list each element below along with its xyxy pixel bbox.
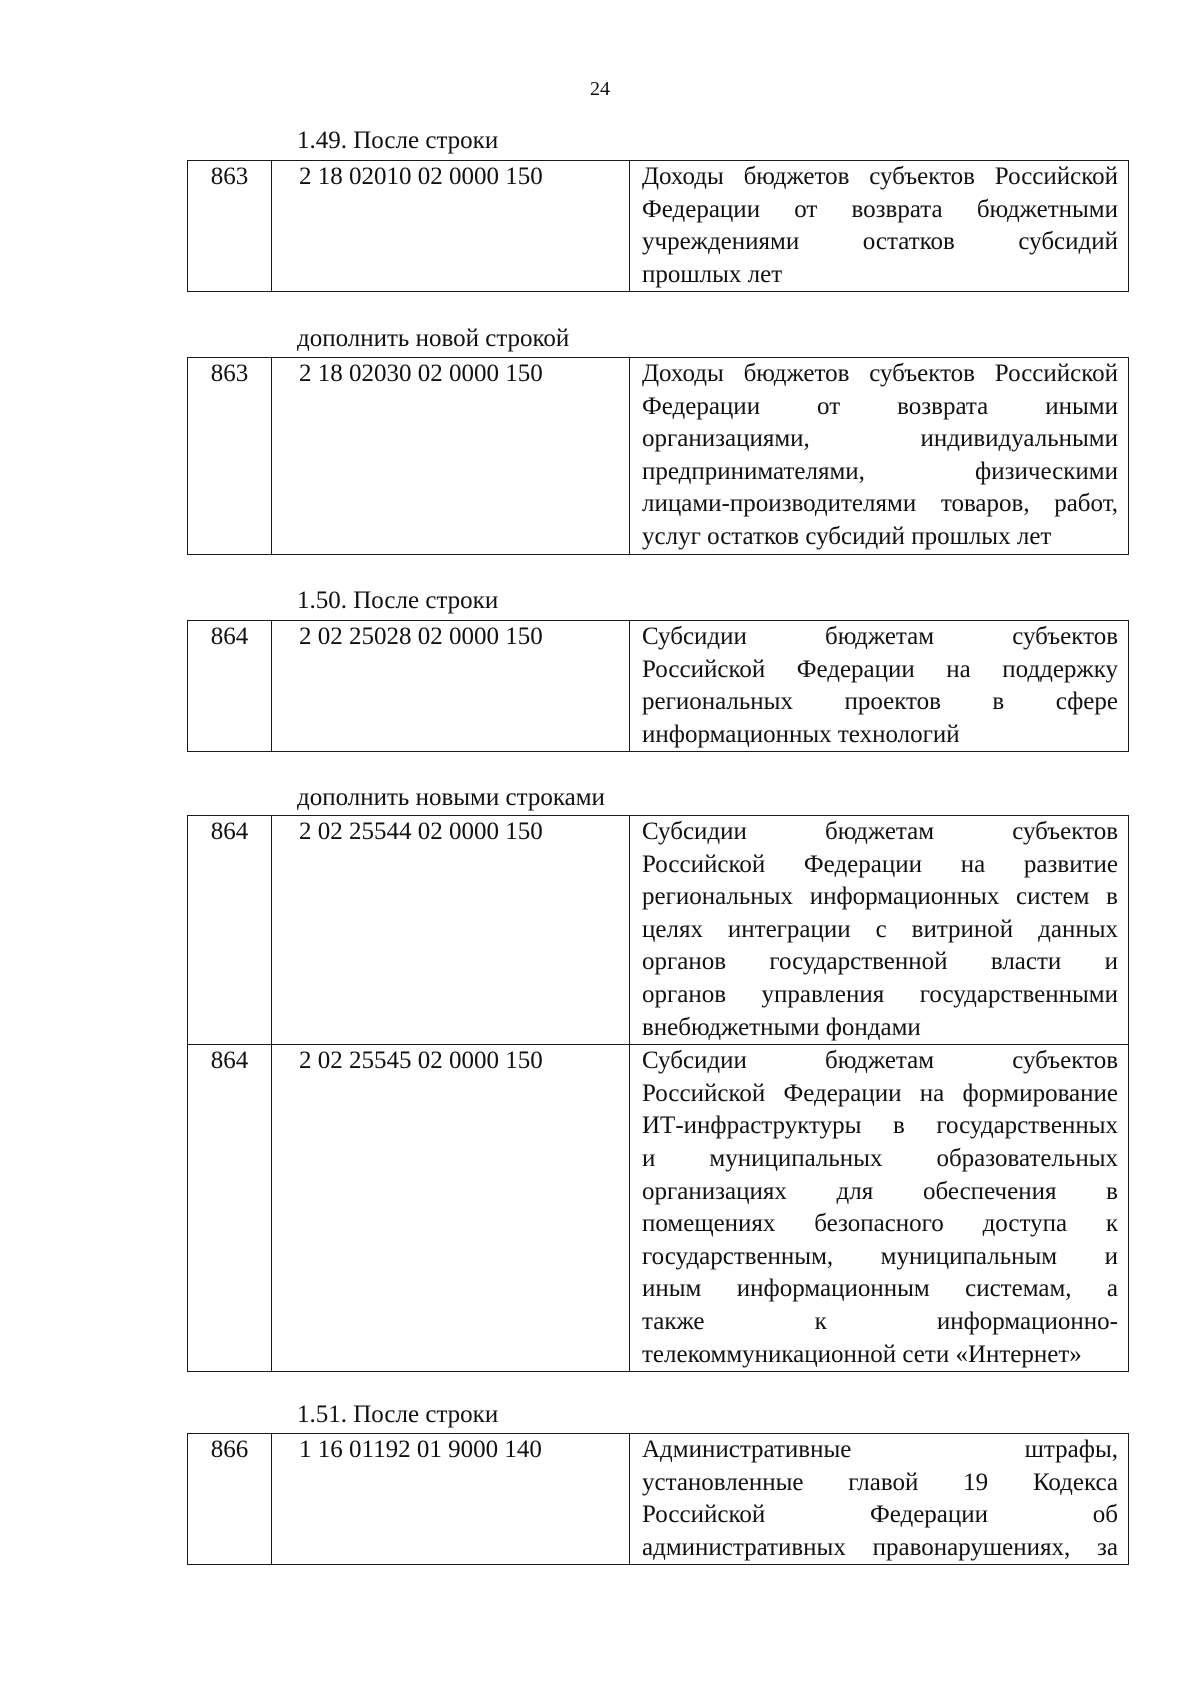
description-cell (630, 161, 1129, 292)
table-row (188, 1045, 1129, 1372)
table-row (188, 1434, 1129, 1565)
kbk-code-cell: 2 02 25544 02 0000 150 (272, 816, 630, 1045)
admin-code-cell: 864 (188, 1045, 272, 1372)
description-line: Доходы бюджетов субъектов Российской (642, 360, 1118, 387)
description-cell (630, 1045, 1129, 1372)
description-cell (630, 1434, 1129, 1565)
kbk-code-cell: 1 16 01192 01 9000 140 (272, 1434, 630, 1565)
description-line: Административные штрафы, (642, 1436, 1118, 1463)
table-row (188, 358, 1129, 555)
entry-table-1-50 (187, 620, 1129, 752)
section-caption-1-51: 1.51. После строки (297, 1401, 499, 1428)
section-caption-1-50: 1.50. После строки (297, 587, 499, 614)
table-row (188, 816, 1129, 1045)
description-line: целях интеграции с витриной данных (642, 915, 1118, 943)
description-line: прошлых лет (642, 260, 783, 288)
entry-table-1-49 (187, 160, 1129, 292)
description-line: региональных информационных систем в (642, 883, 1118, 911)
description-line: административных правонарушениях, за (642, 1533, 1118, 1561)
description-line: установленные главой 19 Кодекса (642, 1468, 1118, 1496)
description-line: телекоммуникационной сети «Интернет» (642, 1340, 1082, 1368)
table-row (188, 161, 1129, 292)
section-caption-add-rows: дополнить новыми строками (297, 784, 605, 811)
description-line: Российской Федерации на поддержку (642, 655, 1118, 683)
description-line: организациями, индивидуальными (642, 425, 1118, 453)
admin-code-cell: 866 (188, 1434, 272, 1565)
description-line: Российской Федерации об (642, 1501, 1118, 1529)
description-line: услуг остатков субсидий прошлых лет (642, 522, 1052, 550)
description-line: органов управления государственными (642, 980, 1118, 1008)
description-line: Российской Федерации на формирование (642, 1079, 1118, 1107)
description-line: Доходы бюджетов субъектов Российской (642, 163, 1118, 190)
description-line: Субсидии бюджетам субъектов (642, 623, 1118, 650)
kbk-code-cell: 2 02 25028 02 0000 150 (272, 621, 630, 752)
description-line: предпринимателями, физическими (642, 457, 1118, 485)
description-cell (630, 358, 1129, 555)
description-line: помещениях безопасного доступа к (642, 1210, 1118, 1238)
admin-code-cell: 864 (188, 816, 272, 1045)
description-line: органов государственной власти и (642, 948, 1118, 976)
description-line: иным информационным системам, а (642, 1275, 1118, 1303)
description-line: региональных проектов в сфере (642, 688, 1118, 716)
admin-code-cell: 863 (188, 358, 272, 555)
description-line: также к информационно- (642, 1307, 1118, 1335)
description-line: ИТ-инфраструктуры в государственных (642, 1112, 1118, 1140)
description-cell (630, 816, 1129, 1045)
description-cell (630, 621, 1129, 752)
description-line: Субсидии бюджетам субъектов (642, 818, 1118, 845)
page-number: 24 (590, 78, 610, 100)
description-line: Федерации от возврата иными (642, 392, 1118, 420)
entry-table-add-rows (187, 815, 1129, 1372)
entry-table-add-row (187, 357, 1129, 555)
description-line: организациях для обеспечения в (642, 1177, 1118, 1205)
description-line: лицами-производителями товаров, работ, (642, 490, 1118, 518)
description-line: Федерации от возврата бюджетными (642, 195, 1118, 223)
description-line: информационных технологий (642, 720, 960, 748)
section-caption-1-49: 1.49. После строки (297, 127, 499, 154)
description-line: учреждениями остатков субсидий (642, 228, 1118, 256)
description-line: государственным, муниципальным и (642, 1242, 1118, 1270)
table-row (188, 621, 1129, 752)
description-line: внебюджетными фондами (642, 1013, 921, 1041)
entry-table-1-51 (187, 1433, 1129, 1565)
kbk-code-cell: 2 02 25545 02 0000 150 (272, 1045, 630, 1372)
description-line: Российской Федерации на развитие (642, 850, 1118, 878)
admin-code-cell: 863 (188, 161, 272, 292)
section-caption-add-row: дополнить новой строкой (297, 325, 570, 352)
kbk-code-cell: 2 18 02030 02 0000 150 (272, 358, 630, 555)
description-line: и муниципальных образовательных (642, 1144, 1118, 1172)
admin-code-cell: 864 (188, 621, 272, 752)
description-line: Субсидии бюджетам субъектов (642, 1047, 1118, 1075)
kbk-code-cell: 2 18 02010 02 0000 150 (272, 161, 630, 292)
